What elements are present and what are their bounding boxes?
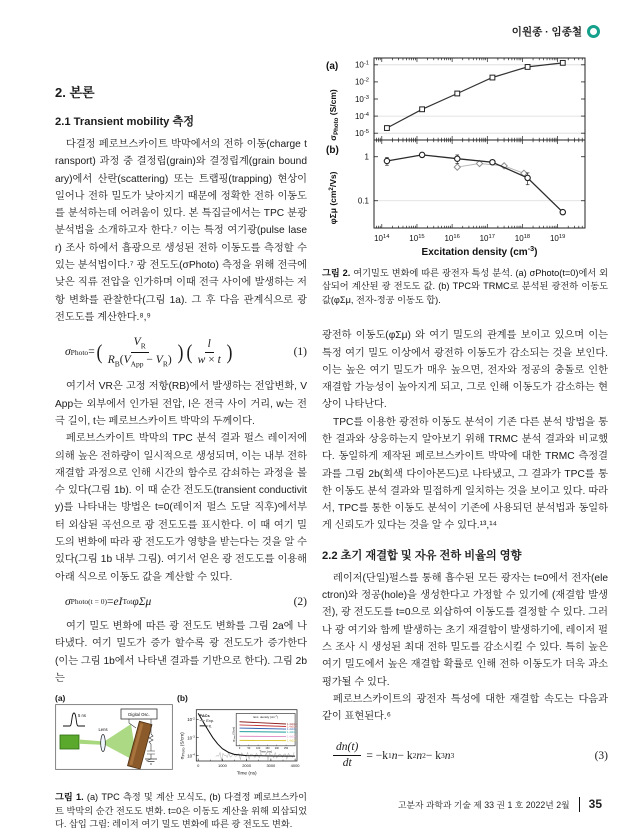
right-column <box>322 52 608 780</box>
inset-series-label: 1.4x10¹⁸ <box>287 725 298 729</box>
oscilloscope-label: Digital Osc. <box>128 712 150 718</box>
figure-1-caption: 그림 1. (a) TPC 측정 및 계산 모식도, (b) 다결정 페로브스카이트 박막의 순간 전도도 변화. t=0은 이동도 계산을 위해 외삽되었다. 삽입 그림: 레이저 여기 밀도 변화에 따른 광 전도도 변화. <box>55 792 307 829</box>
data-marker-diamond <box>454 164 460 170</box>
paragraph: 여기 밀도 변화에 따른 광 전도도 변화를 그림 2a에 나타냈다. 여기 밀도가 증가 할수록 광 전도도가 증가한다(이는 그림 1b에서 나타낸 결과를 기반으로 한다). 그림 2b는 <box>55 620 307 684</box>
lens-icon <box>101 735 106 752</box>
figure-1a-label: (a) <box>55 693 66 704</box>
tick-label: 2000 <box>242 763 252 769</box>
equation-1-body: σ Photo = ( $\frac{V_R}{R_B(V_{App} - V_R)}$ ) ( $\frac{l}{w \times t}$ ) <box>65 336 233 369</box>
equation-number: (3) <box>594 749 608 762</box>
figure-2 <box>322 52 608 307</box>
tick-label: 0 <box>197 763 200 769</box>
pulse-width-label: 5 ns <box>78 713 86 719</box>
tick-label: 1 <box>364 152 369 162</box>
data-marker-circle <box>419 152 424 157</box>
figure-1b-chart <box>177 704 303 780</box>
data-marker-square <box>560 60 565 65</box>
tick-label: $10^{14}$ <box>374 234 390 243</box>
page-footer <box>398 797 602 812</box>
subsection-heading-2-1: 2.1 Transient mobility 측정 <box>55 116 195 128</box>
equation-number: (2) <box>293 595 307 608</box>
figure-1a <box>55 693 173 775</box>
data-marker-square <box>525 65 530 70</box>
data-marker-square <box>385 126 390 131</box>
inset-x-label: Time (ns) <box>259 749 272 754</box>
lens-label: Lens <box>98 727 108 733</box>
figure-1a-diagram <box>55 704 173 770</box>
data-marker-square <box>455 91 460 96</box>
legend-label: FACs <box>199 712 210 718</box>
equation-2-body: σ Photo(t = 0) = e I Tot φΣμ <box>65 595 152 608</box>
y-axis-label: $\sigma_{Photo}$ (S/cm) <box>180 732 186 760</box>
tick-label: $10^{-2}$ <box>354 77 369 87</box>
paragraph: 페로브스카이트의 광전자 특성에 대한 재결합 속도는 다음과 같이 표현된다.⁶ <box>322 693 608 723</box>
tick-label: 0.1 <box>357 196 369 206</box>
authors-row <box>512 24 600 39</box>
series-line-sigma <box>387 63 563 128</box>
figure-1b <box>177 693 303 785</box>
tick-label: 1000 <box>218 763 227 769</box>
journal-info: 고분자 과학과 기술 제 33 권 1 호 2022년 2월 <box>398 800 570 810</box>
data-marker-circle <box>560 209 565 214</box>
tick-label: $10^{15}$ <box>409 234 425 243</box>
author-badge-icon <box>587 25 600 38</box>
paragraph: 광전하 이동도(φΣμ) 와 여기 밀도의 관계를 보이고 있으며 이는 특정 여기 밀도 이상에서 광전하 이동도가 감소되는 것을 보인다. 이는 높은 여기 밀도가 매우 높으면, 전자와 정공의 충돌로 인한 재결합 가능성이 높아지게 되고, 그로 인해 이동도가 감소하는 현상이 나타난다. <box>322 330 608 411</box>
equation-2 <box>55 596 307 608</box>
panel-a-frame <box>374 58 585 140</box>
series-line-TPC <box>387 155 563 212</box>
x-axis-label: Time (ns) <box>236 771 257 777</box>
data-marker-circle <box>525 175 530 180</box>
tick-label: $10^{19}$ <box>549 234 566 243</box>
equation-3 <box>322 741 608 769</box>
y-axis-label-a: $\sigma_{Photo}$ (S/cm) <box>328 89 340 141</box>
data-marker-square <box>490 75 495 80</box>
inset-title: Exc. density $(cm^{-3})$ <box>253 714 278 719</box>
tick-label: 3000 <box>266 763 276 769</box>
tick-label: $10^{-3}$ <box>187 734 195 741</box>
x-axis-label: Excitation density $(cm^{-3})$ <box>421 244 538 258</box>
tick-label: $10^{-4}$ <box>354 111 369 121</box>
page-number: 35 <box>579 797 602 812</box>
tick-label: $10^{18}$ <box>514 234 531 243</box>
tick-label: $10^{17}$ <box>479 234 495 243</box>
equation-1 <box>55 336 307 368</box>
inset-series-label: 1.4x10¹⁵ <box>287 735 297 739</box>
y-axis-label-b: φΣμ $(cm^2/Vs)$ <box>327 171 338 225</box>
tick-label: $10^{16}$ <box>444 234 460 243</box>
paragraph: 다결정 페로브스카이트 박막에서의 전하 이동(charge transport) 과정 중 결정립(grain)와 결정립계(grain boundary)에서 산란(scattering) 또는 트랩핑(trapping) 현상이 일어나 전하 밀도가 낮아지기 때문에 정확한 전하 이동도를 분석하는데 어려움이 있다. 본 특집글에서는 TPC 분광분석법을 소개하고자 한다.⁷ 이는 특정 여기광(pulse laser) 조사 하에서 흡광으로 생성된 전하 이동도를 측정할 수 있는 분석법이다.⁷ 광 전도도(σPhoto) 측정을 위해 전극에 낮은 직류 전압을 인가하며 이때 전극 사이에 발생하는 저항 변화를 관찰한다(그림 1a). 그 후 다음 관계식으로 광 전도도를 계산한다.⁸,⁹ <box>55 139 307 323</box>
inset-tick-label: 50 <box>247 746 251 750</box>
inset-tick-label: 0 <box>238 746 241 750</box>
tick-label: 4000 <box>290 763 300 769</box>
subsection-heading-2-2: 2.2 초기 재결합 및 자유 전하 비율의 영향 <box>322 549 522 562</box>
inset-series-label: 1.4x10¹⁶ <box>287 731 297 735</box>
data-marker-circle <box>384 158 389 163</box>
tick-label: $10^{-1}$ <box>354 60 369 70</box>
inset-tick-label: 250 <box>284 746 289 750</box>
inset-series-line <box>240 732 287 733</box>
left-column <box>55 82 307 830</box>
paragraph: 레이저(단일)펄스를 통해 흡수된 모든 광자는 t=0에서 전자(electron)와 정공(hole)을 생성한다고 가정할 수 있기에 (재결합 발생 전), 광 전도도를 t=0으로 외삽하여 이동도를 결정할 수 있다. 그러나 광 여기와 함께 발생하는 초기 재결합이 발생하기에, 레이저 펄스 조사 시 생성된 최대 전하 밀도를 감소시킬 수 있다. 특히 높은 여기 밀도에서 높은 재결합 확률로 인해 전하 이동도가 더욱 과소평가될 수 있다. <box>322 572 608 688</box>
laser-source-box <box>60 735 79 749</box>
tick-label: $10^{-2}$ <box>187 716 195 723</box>
legend-label: Exp. <box>206 718 215 724</box>
data-marker-circle <box>455 156 460 161</box>
paragraph: TPC를 이용한 광전하 이동도 분석이 기존 다른 분석 방법을 통한 결과와 상응하는지 알아보기 위해 TRMC 분석 결과와 비교했다. 동일하게 제작된 페로브스카이트 박막에 대한 TRMC 측정결과를 그림 2b(회색 다이아몬드)로 나타냈고, 그 결과가 TPC를 통한 이동도 분석 결과와 밀접하게 일치하는 것을 보이고 있다. 따라서, TPC를 통한 이동도 분석이 기존에 사용되던 분석법과 동일하게 신뢰도가 있다는 것을 알 수 있다.¹³,¹⁴ <box>322 416 608 532</box>
inset-series-label: 1.4x10¹⁷ <box>287 728 297 732</box>
inset-series-label: 1.4x10¹⁴ <box>287 739 298 743</box>
tick-label: $10^{-4}$ <box>187 752 195 759</box>
author-names: 이원종 · 임종철 <box>511 26 582 38</box>
tick-label: $10^{-5}$ <box>354 128 369 138</box>
panel-b-frame <box>374 140 585 228</box>
equation-3-body: $\frac{dn(t)}{dt}$ = −k 1 n − k 2 n 2 − k 3 n 3 <box>322 741 454 769</box>
paragraph: 여기서 VR은 고정 저항(RB)에서 발생하는 전압변화, VApp는 외부에서 인가된 전압, l은 전극 사이 거리, w는 전극 길이, t는 페로브스카이트 박막의 두께이다. <box>55 381 307 427</box>
inset-series-label: 1.4x10¹⁹ <box>287 723 298 727</box>
panel-label-b: (b) <box>326 145 339 156</box>
data-marker-circle <box>490 160 495 165</box>
legend-label: Fit. <box>206 723 212 729</box>
figure-2-caption: 그림 2. 여기밀도 변화에 따른 광전자 특성 분석. (a) σPhoto(t=0)에서 외삽되어 계산된 광 전도도 값. (b) TPC와 TRMC로 분석된 광전하 이동도 값(φΣμ, 전자-정공 이동도 합). <box>322 268 609 305</box>
section-heading: 2. 본론 <box>55 85 95 100</box>
figure-1b-label: (b) <box>177 693 188 704</box>
inset-tick-label: 150 <box>265 746 270 750</box>
inset-tick-label: 100 <box>256 746 261 750</box>
tick-label: $10^{-3}$ <box>354 94 369 104</box>
figure-1 <box>55 693 307 830</box>
data-marker-square <box>420 107 425 112</box>
figure-2-chart <box>322 52 608 260</box>
inset-y-label: $\sigma_{Photo}$ (S/cm) <box>232 726 236 743</box>
paragraph: 페로브스카이트 박막의 TPC 분석 결과 펄스 레이저에 의해 높은 전하량이 일시적으로 생성되며, 이는 내부 전하 재결합 과정으로 인해 시간의 함수로 감쇠하는 과정을 볼 수 있다(그림 1b). 이 때 순간 전도도(transient conductivity)를 나타내는 방법은 t=0(레이저 펄스 도달 직후)에서부터 외삽된 곡선으로 광 전도도를 표시한다. 이 때 여기 밀도의 변화에 따라 광 전도도가 영향을 받는다는 것을 알 수 있다(그림 1b 내부 그림). 여기서 얻은 광 전도도를 이용해 아래 식으로 이동도 값을 계산할 수 있다. <box>55 433 307 583</box>
equation-number: (1) <box>293 346 307 359</box>
inset-tick-label: 200 <box>274 746 279 750</box>
panel-label-a: (a) <box>326 61 339 72</box>
